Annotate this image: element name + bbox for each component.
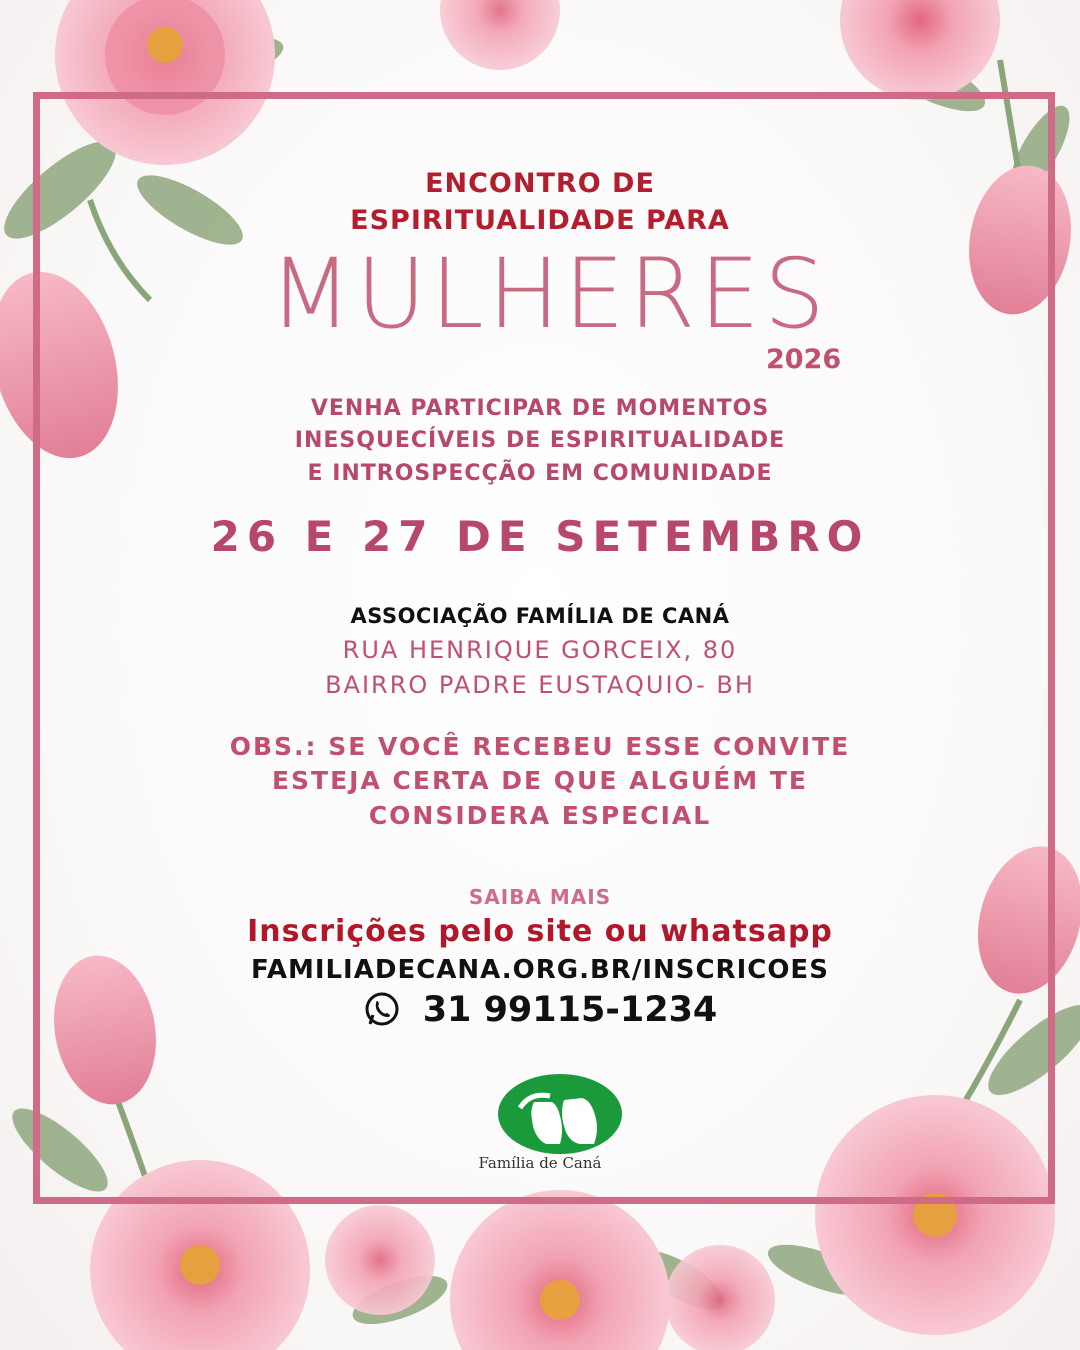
page-title: MULHERES	[269, 238, 829, 350]
invite-line-1: VENHA PARTICIPAR DE MOMENTOS	[310, 396, 770, 421]
address-line-2: BAIRRO PADRE EUSTAQUIO- BH	[325, 671, 755, 699]
heading-line-1: ENCONTRO DE	[425, 168, 655, 199]
event-date: 26 E 27 DE SETEMBRO	[210, 512, 870, 561]
year-label: 2026	[766, 344, 842, 375]
logo-text: Família de Caná	[478, 1154, 602, 1172]
registration-site-link[interactable]: FAMILIADECANA.ORG.BR/INSCRICOES	[251, 955, 829, 985]
invite-line-3: E INTROSPECÇÃO EM COMUNIDADE	[307, 461, 773, 486]
venue-name: ASSOCIAÇÃO FAMÍLIA DE CANÁ	[350, 604, 730, 628]
address-line-1: RUA HENRIQUE GORCEIX, 80	[342, 636, 738, 664]
phone-number: 31 99115-1234	[422, 990, 718, 1030]
whatsapp-icon	[363, 991, 401, 1029]
invite-line-2: INESQUECÍVEIS DE ESPIRITUALIDADE	[294, 428, 786, 453]
heading-line-2: ESPIRITUALIDADE PARA	[350, 205, 730, 236]
registration-text: Inscrições pelo site ou whatsapp	[247, 914, 833, 949]
saiba-mais-label: SAIBA MAIS	[468, 885, 612, 909]
note-line-1: OBS.: SE VOCÊ RECEBEU ESSE CONVITE	[229, 732, 851, 761]
phone-row[interactable]	[0, 990, 1080, 1030]
note-line-3: CONSIDERA ESPECIAL	[368, 801, 712, 830]
note-line-2: ESTEJA CERTA DE QUE ALGUÉM TE	[271, 766, 809, 795]
